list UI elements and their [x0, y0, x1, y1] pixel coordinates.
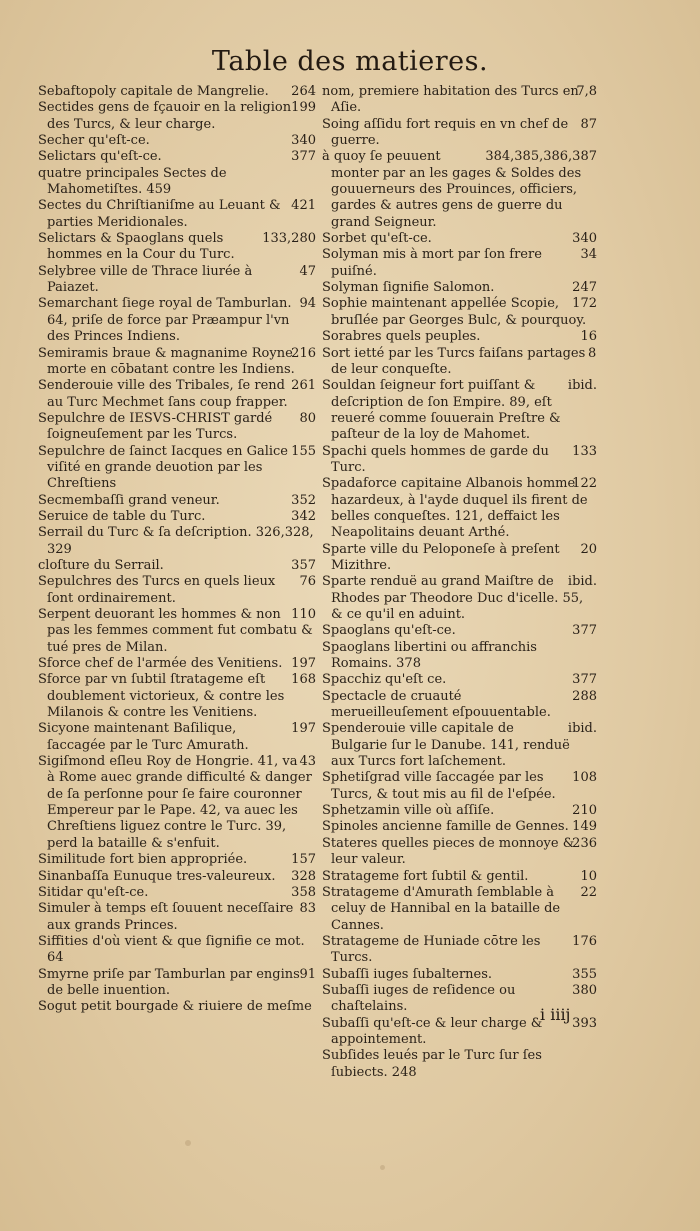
index-entry [322, 885, 597, 934]
index-entry [38, 444, 316, 493]
paper-stain [185, 1140, 191, 1146]
index-entry [38, 999, 316, 1015]
index-entry [38, 149, 316, 165]
index-entry-text: Sigiſmond eſleu Roy de Hongrie. 41, va à Rome auec grande difficulté & danger de ſa perſonne pour ſe faire couronner Empereur par le Pape. 42, va auec les Chreſtiens liguez contre le Turc. 39, perd la bataille & s'enfuit. [38, 754, 312, 851]
index-entry-text: Spaoglans qu'eſt-ce. [322, 623, 456, 639]
index-entry [322, 280, 597, 296]
index-entry-text: Subaſſi iuges de reſidence ou chaſtelains. [322, 982, 516, 1015]
index-entry-page: 197 [291, 721, 316, 737]
index-entry [38, 198, 316, 231]
index-entry-page: 247 [572, 280, 597, 296]
index-entry [322, 640, 597, 673]
index-entry [38, 493, 316, 509]
index-entry-page: 133,280 [262, 231, 316, 247]
index-entry-text: Sphetzamin ville où aſſiſe. [322, 803, 495, 819]
index-entry [38, 967, 316, 1000]
index-entry [322, 329, 597, 345]
index-entry [38, 934, 316, 967]
index-entry-page: 43 [299, 754, 316, 770]
index-entry [38, 378, 316, 411]
index-entry [38, 574, 316, 607]
index-entry-text: Similitude fort bien appropriée. [38, 852, 248, 868]
index-entry-page: 22 [580, 884, 597, 900]
index-entry-text: Subaſſi qu'eſt-ce & leur charge & appointement. [322, 1015, 543, 1047]
index-entry-text: Semarchant ſiege royal de Tamburlan. 64, priſe de force par Præampur l'vn des Princes Indiens. [38, 296, 292, 345]
index-entry [38, 721, 316, 754]
index-entry-page: 110 [291, 607, 316, 622]
index-entry-page: ibid. [567, 378, 597, 394]
index-entry-text: Subſides leués par le Turc ſur ſes ſubiects. 248 [322, 1048, 542, 1080]
index-entry-page: 149 [572, 819, 597, 835]
index-entry-text: Spectacle de cruauté merueilleuſement eſpouuentable. [322, 688, 551, 721]
index-entry [322, 231, 597, 247]
index-entry [322, 247, 597, 280]
index-entry-text: Spaoglans libertini ou affranchis Romains. 378 [322, 639, 537, 672]
index-entry [322, 476, 597, 541]
index-entry [38, 525, 316, 558]
index-entry [38, 231, 316, 264]
index-entry-text: Sparte renduë au grand Maiſtre de Rhodes par Theodore Duc d'icelle. 55, & ce qu'il en aduint. [322, 574, 584, 622]
index-entry-page: 210 [572, 803, 597, 819]
index-entry-page: 377 [572, 672, 597, 688]
index-entry-text: Sepulchre de IESVS-CHRIST gardé ſoigneuſement par les Turcs. [38, 410, 273, 443]
page-title: Table des matieres. [211, 46, 489, 77]
index-entry-text: Spacchiz qu'eſt ce. [322, 672, 447, 688]
index-entry-page: 172 [572, 296, 597, 312]
index-entry-text: Sorbet qu'eſt-ce. [322, 231, 432, 247]
index-entry-page: 264 [291, 84, 316, 99]
index-entry-page: 328 [291, 868, 316, 884]
index-entry [322, 574, 597, 623]
index-entry-page: 355 [572, 966, 597, 982]
index-entry-page: 91 [299, 966, 316, 982]
index-entry-page: 357 [291, 557, 316, 573]
index-entry-page: 176 [572, 933, 597, 949]
index-entry-text: Sectides gens de fçauoir en la religion des Turcs, & leur charge. [38, 100, 292, 132]
index-entry-text: Smyrne priſe par Tamburlan par engins de belle inuention. [38, 966, 300, 998]
index-entry-text: Stratageme de Huniade cōtre les Turcs. [322, 933, 541, 966]
index-entry-page: ibid. [567, 574, 597, 590]
index-entry-text: Sepulchres des Turcs en quels lieux ſont ordinairement. [38, 574, 276, 606]
index-entry [38, 509, 316, 525]
index-entry-page: 352 [291, 492, 316, 508]
index-entry-page: 34 [580, 247, 597, 263]
index-entry-page: 133 [572, 443, 597, 459]
index-entry-text: Sicyone maintenant Baſilique, ſaccagée par le Turc Amurath. [38, 721, 249, 753]
index-entry [38, 264, 316, 297]
index-entry [38, 901, 316, 934]
index-entry [322, 689, 597, 722]
index-entry-text: Spachi quels hommes de garde du Turc. [322, 443, 549, 475]
index-entry-text: cloſture du Serrail. [38, 557, 164, 573]
index-entry-page: 76 [299, 574, 316, 590]
index-entry-text: Solyman ſignifie Salomon. [322, 280, 495, 296]
index-entry [38, 84, 316, 100]
index-entry [322, 836, 597, 869]
index-entry [38, 656, 316, 672]
index-entry-page: 155 [291, 443, 316, 459]
index-entry-page: 87 [580, 116, 597, 132]
index-entry [322, 803, 597, 819]
index-entry [322, 721, 597, 770]
index-entry-text: Sebaftopoly capitale de Mangrelie. [38, 84, 269, 99]
index-entry-page: 108 [572, 770, 597, 786]
index-entry-text: Sforce chef de l'armée des Venitiens. [38, 656, 283, 672]
index-entry [38, 754, 316, 852]
index-entry [322, 149, 597, 231]
index-entry [38, 607, 316, 656]
index-entry-text: Sinanbaſſa Eunuque tres-valeureux. [38, 868, 276, 884]
index-entry [38, 885, 316, 901]
index-entry-page: 83 [299, 901, 316, 917]
index-entry-text: Sectes du Chriſtianiſme au Leuant & parties Meridionales. [38, 198, 281, 230]
index-entry-text: Simuler à temps eſt ſouuent neceſſaire aux grands Princes. [38, 901, 294, 933]
index-entry-page: 20 [580, 541, 597, 557]
index-entry [322, 84, 597, 117]
index-entry-text: Secher qu'eſt-ce. [38, 133, 150, 149]
index-entry [38, 133, 316, 149]
index-entry [38, 166, 316, 199]
index-entry-text: Selictars & Spaoglans quels hommes en la Cour du Turc. [38, 231, 235, 263]
index-entry [322, 623, 597, 639]
index-entry-text: Sitidar qu'eſt-ce. [38, 884, 149, 900]
index-entry-text: Sepulchre de ſainct Iacques en Galice viſité en grande deuotion par les Chreſtiens [38, 443, 289, 492]
index-entry-page: 358 [291, 884, 316, 900]
index-entry [322, 819, 597, 835]
index-entry-text: Serrail du Turc & ſa deſcription. 326,328, 329 [38, 525, 314, 557]
index-entry-page: 288 [572, 688, 597, 704]
index-entry-page: 16 [580, 329, 597, 345]
index-entry-page: 393 [572, 1015, 597, 1031]
index-entry [322, 296, 597, 329]
index-entry-text: Solyman mis à mort par ſon frere puiſné. [322, 247, 542, 279]
index-entry [322, 1048, 597, 1081]
index-entry [38, 558, 316, 574]
index-entry [38, 852, 316, 868]
index-entry-page: 197 [291, 656, 316, 672]
index-entry-text: Senderouie ville des Tribales, ſe rend au Turc Mechmet ſans coup frapper. [38, 378, 288, 410]
index-entry-text: Sphetiſgrad ville ſaccagée par les Turcs, & tout mis au fil de l'eſpée. [322, 770, 556, 802]
index-entry [322, 378, 597, 443]
index-entry-text: Serpent deuorant les hommes & non pas les femmes comment fut combatu & tué pres de Milan. [38, 607, 313, 655]
index-entry-page: 8 [588, 345, 597, 361]
index-entry-text: Sparte ville du Peloponeſe à preſent Mizithre. [322, 541, 560, 573]
index-entry-text: Sogut petit bourgade & riuiere de meſme [38, 999, 312, 1015]
index-entry [322, 967, 597, 983]
index-entry-page: 10 [580, 868, 597, 884]
index-entry-page: 122 [572, 476, 597, 492]
index-entry-text: Sorabres quels peuples. [322, 329, 481, 345]
index-entry-page: 80 [299, 410, 316, 426]
index-entry-page: 377 [291, 149, 316, 165]
index-entry-text: Siffities d'où vient & que ſignifie ce mot. 64 [38, 933, 305, 966]
index-entry [38, 672, 316, 721]
index-entry [38, 296, 316, 345]
index-entry [38, 100, 316, 133]
index-entry-text: Stratageme fort ſubtil & gentil. [322, 868, 529, 884]
index-entry [322, 117, 597, 150]
index-column-right [322, 84, 597, 1081]
index-entry-text: Sophie maintenant appellée Scopie, bruſlée par Georges Bulc, & pourquoy. [322, 296, 587, 328]
index-entry-text: Subaſſi iuges ſubalternes. [322, 966, 493, 982]
index-entry-text: Seruice de table du Turc. [38, 508, 206, 524]
index-entry-page: 7,8 [576, 84, 597, 99]
index-entry-text: Spenderouie ville capitale de Bulgarie ſur le Danube. 141, renduë aux Turcs fort laſchement. [322, 721, 570, 770]
index-entry-page: 421 [291, 198, 316, 214]
index-entry-page: 261 [291, 378, 316, 394]
index-entry-text: à quoy ſe peuuent monter par an les gages & Soldes des gouuerneurs des Prouinces, officiers, gardes & autres gens de guerre du grand Seigneur. [322, 149, 582, 230]
paper-stain [380, 1165, 385, 1170]
index-entry-page: 236 [572, 835, 597, 851]
index-entry [38, 869, 316, 885]
index-entry-text: nom, premiere habitation des Turcs en Aſie. [322, 84, 579, 116]
index-entry-text: Sforce par vn ſubtil ſtratageme eſt doublement victorieux, & contre les Milanois & contre les Venitiens. [38, 672, 285, 721]
index-entry-page: 377 [572, 623, 597, 639]
index-entry-page: 199 [291, 100, 316, 116]
index-column-left [38, 84, 316, 1016]
index-entry-text: Spinoles ancienne famille de Gennes. [322, 819, 569, 835]
index-entry-text: Secmembaſſi grand veneur. [38, 492, 220, 508]
index-entry-page: 168 [291, 672, 316, 688]
index-entry [322, 542, 597, 575]
index-entry-page: 342 [291, 508, 316, 524]
index-entry-page: 384,385,386,387 [485, 149, 597, 165]
index-entry-page: ibid. [567, 721, 597, 737]
index-entry-page: 340 [291, 133, 316, 149]
index-entry-text: Souldan ſeigneur fort puiſſant & deſcription de ſon Empire. 89, eſt reueré comme ſouuerain Preſtre & paſteur de la loy de Mahomet. [322, 378, 561, 443]
index-entry-text: Stateres quelles pieces de monnoye & leur valeur. [322, 835, 575, 868]
index-entry-text: Soing aſſidu fort requis en vn chef de guerre. [322, 116, 569, 149]
index-entry [322, 444, 597, 477]
index-entry [322, 346, 597, 379]
index-entry-page: 94 [299, 296, 316, 312]
index-entry-text: Selictars qu'eſt-ce. [38, 149, 162, 165]
index-entry-page: 216 [291, 345, 316, 361]
index-entry-page: 47 [299, 263, 316, 279]
index-entry [38, 411, 316, 444]
index-entry-text: Semiramis braue & magnanime Royne morte en cōbatant contre les Indiens. [38, 345, 295, 377]
index-entry-text: Spadaforce capitaine Albanois homme hazardeux, à l'ayde duquel ils firent de belles conqueſtes. 121, deffaict les Neapolitains deuant Arthé. [322, 476, 588, 541]
index-entry-page: 157 [291, 852, 316, 868]
index-entry-text: Selybree ville de Thrace liurée à Paiazet. [38, 263, 253, 296]
index-entry-text: Stratageme d'Amurath ſemblable à celuy de Hannibal en la bataille de Cannes. [322, 884, 561, 933]
index-entry [322, 770, 597, 803]
index-entry-page: 340 [572, 231, 597, 247]
index-entry-text: Sort ietté par les Turcs faiſans partages de leur conqueſte. [322, 345, 586, 377]
index-entry-page: 380 [572, 982, 597, 998]
index-entry [322, 672, 597, 688]
index-entry [38, 346, 316, 379]
index-entry [322, 869, 597, 885]
signature-mark: i iiij [540, 1005, 571, 1024]
index-entry-text: quatre principales Sectes de Mahometiſtes. 459 [38, 165, 227, 198]
index-entry [322, 934, 597, 967]
